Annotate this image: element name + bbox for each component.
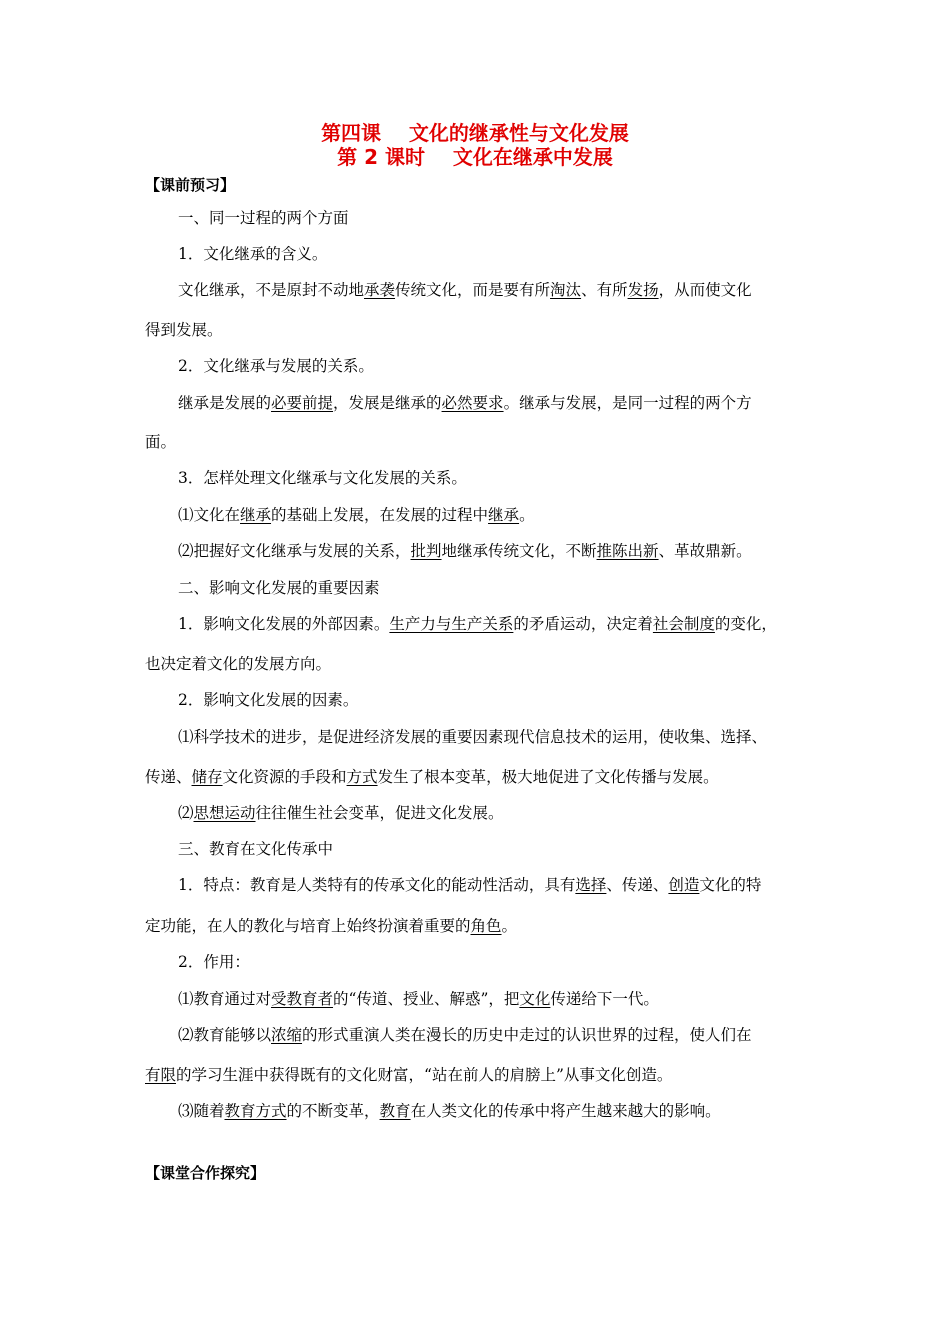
fill-blank: 受教育者 [271, 990, 334, 1008]
fill-blank: 浓缩 [271, 1026, 303, 1044]
paragraph-continuation: 传递、储存文化资源的手段和方式发生了根本变革，极大地促进了文化传播与发展。 [145, 768, 719, 786]
fill-blank: 必要前提 [271, 394, 334, 412]
fill-blank: 社会制度 [652, 615, 715, 633]
item-function-1: ⑴教育通过对受教育者的“传道、授业、解惑”，把文化传递给下一代。 [178, 990, 659, 1008]
item-technology: ⑴科学技术的进步，是促进经济发展的重要因素现代信息技术的运用，使收集、选择、 [178, 728, 768, 746]
fill-blank: 生产力与生产关系 [389, 615, 514, 633]
fill-blank: 必然要求 [441, 394, 504, 412]
subheading-inheritance-meaning: 1．文化继承的含义。 [178, 245, 328, 263]
fill-blank: 文化 [519, 990, 551, 1008]
fill-blank: 承袭 [364, 281, 396, 299]
heading-part-three: 三、教育在文化传承中 [178, 840, 334, 858]
fill-blank: 推陈出新 [596, 542, 659, 560]
fill-blank: 创造 [668, 876, 700, 894]
section-heading-preview: 【课前预习】 [145, 176, 236, 194]
fill-blank: 选择 [575, 876, 607, 894]
fill-blank: 思想运动 [193, 804, 256, 822]
paragraph-continuation: 有限的学习生涯中获得既有的文化财富，“站在前人的肩膀上”从事文化创造。 [145, 1066, 673, 1084]
item-handling-1: ⑴文化在继承的基础上发展，在发展的过程中继承。 [178, 506, 535, 524]
subheading-functions: 2．作用： [178, 953, 250, 971]
item-handling-2: ⑵把握好文化继承与发展的关系，批判地继承传统文化，不断推陈出新、革故鼎新。 [178, 542, 752, 560]
fill-blank: 继承 [240, 506, 272, 524]
paragraph-continuation: 定功能，在人的教化与培育上始终扮演着重要的角色。 [145, 917, 518, 935]
fill-blank: 有限 [145, 1066, 177, 1084]
item-function-2: ⑵教育能够以浓缩的形式重演人类在漫长的历史中走过的认识世界的过程，使人们在 [178, 1026, 752, 1044]
fill-blank: 发扬 [627, 281, 659, 299]
item-thought-movement: ⑵思想运动往往催生社会变革，促进文化发展。 [178, 804, 504, 822]
fill-blank: 储存 [191, 768, 223, 786]
item-function-3: ⑶随着教育方式的不断变革，教育在人类文化的传承中将产生越来越大的影响。 [178, 1102, 721, 1120]
paragraph-continuation: 得到发展。 [145, 321, 223, 339]
fill-blank: 角色 [470, 917, 502, 935]
fill-blank: 继承 [488, 506, 520, 524]
paragraph-continuation: 面。 [145, 433, 177, 451]
fill-blank: 教育 [379, 1102, 411, 1120]
fill-blank: 淘汰 [550, 281, 582, 299]
paragraph-education-features: 1．特点：教育是人类特有的传承文化的能动性活动，具有选择、传递、创造文化的特 [178, 876, 762, 894]
lesson-title: 第四课 文化的继承性与文化发展 [321, 121, 629, 145]
subheading-handling: 3．怎样处理文化继承与文化发展的关系。 [178, 469, 467, 487]
fill-blank: 方式 [346, 768, 378, 786]
fill-blank: 教育方式 [224, 1102, 287, 1120]
heading-part-two: 二、影响文化发展的重要因素 [178, 579, 380, 597]
paragraph-continuation: 也决定着文化的发展方向。 [145, 655, 332, 673]
paragraph-relationship: 继承是发展的必要前提，发展是继承的必然要求。继承与发展，是同一过程的两个方 [178, 394, 752, 412]
heading-part-one: 一、同一过程的两个方面 [178, 209, 349, 227]
paragraph-external-factors: 1．影响文化发展的外部因素。生产力与生产关系的矛盾运动，决定着社会制度的变化， [178, 615, 777, 633]
lesson-subtitle: 第 2 课时 文化在继承中发展 [337, 145, 613, 169]
paragraph-inheritance-meaning: 文化继承，不是原封不动地承袭传统文化，而是要有所淘汰、有所发扬，从而使文化 [178, 281, 752, 299]
subheading-relationship: 2．文化继承与发展的关系。 [178, 357, 374, 375]
subheading-factors: 2．影响文化发展的因素。 [178, 691, 359, 709]
fill-blank: 批判 [410, 542, 442, 560]
section-heading-explore: 【课堂合作探究】 [145, 1164, 266, 1182]
